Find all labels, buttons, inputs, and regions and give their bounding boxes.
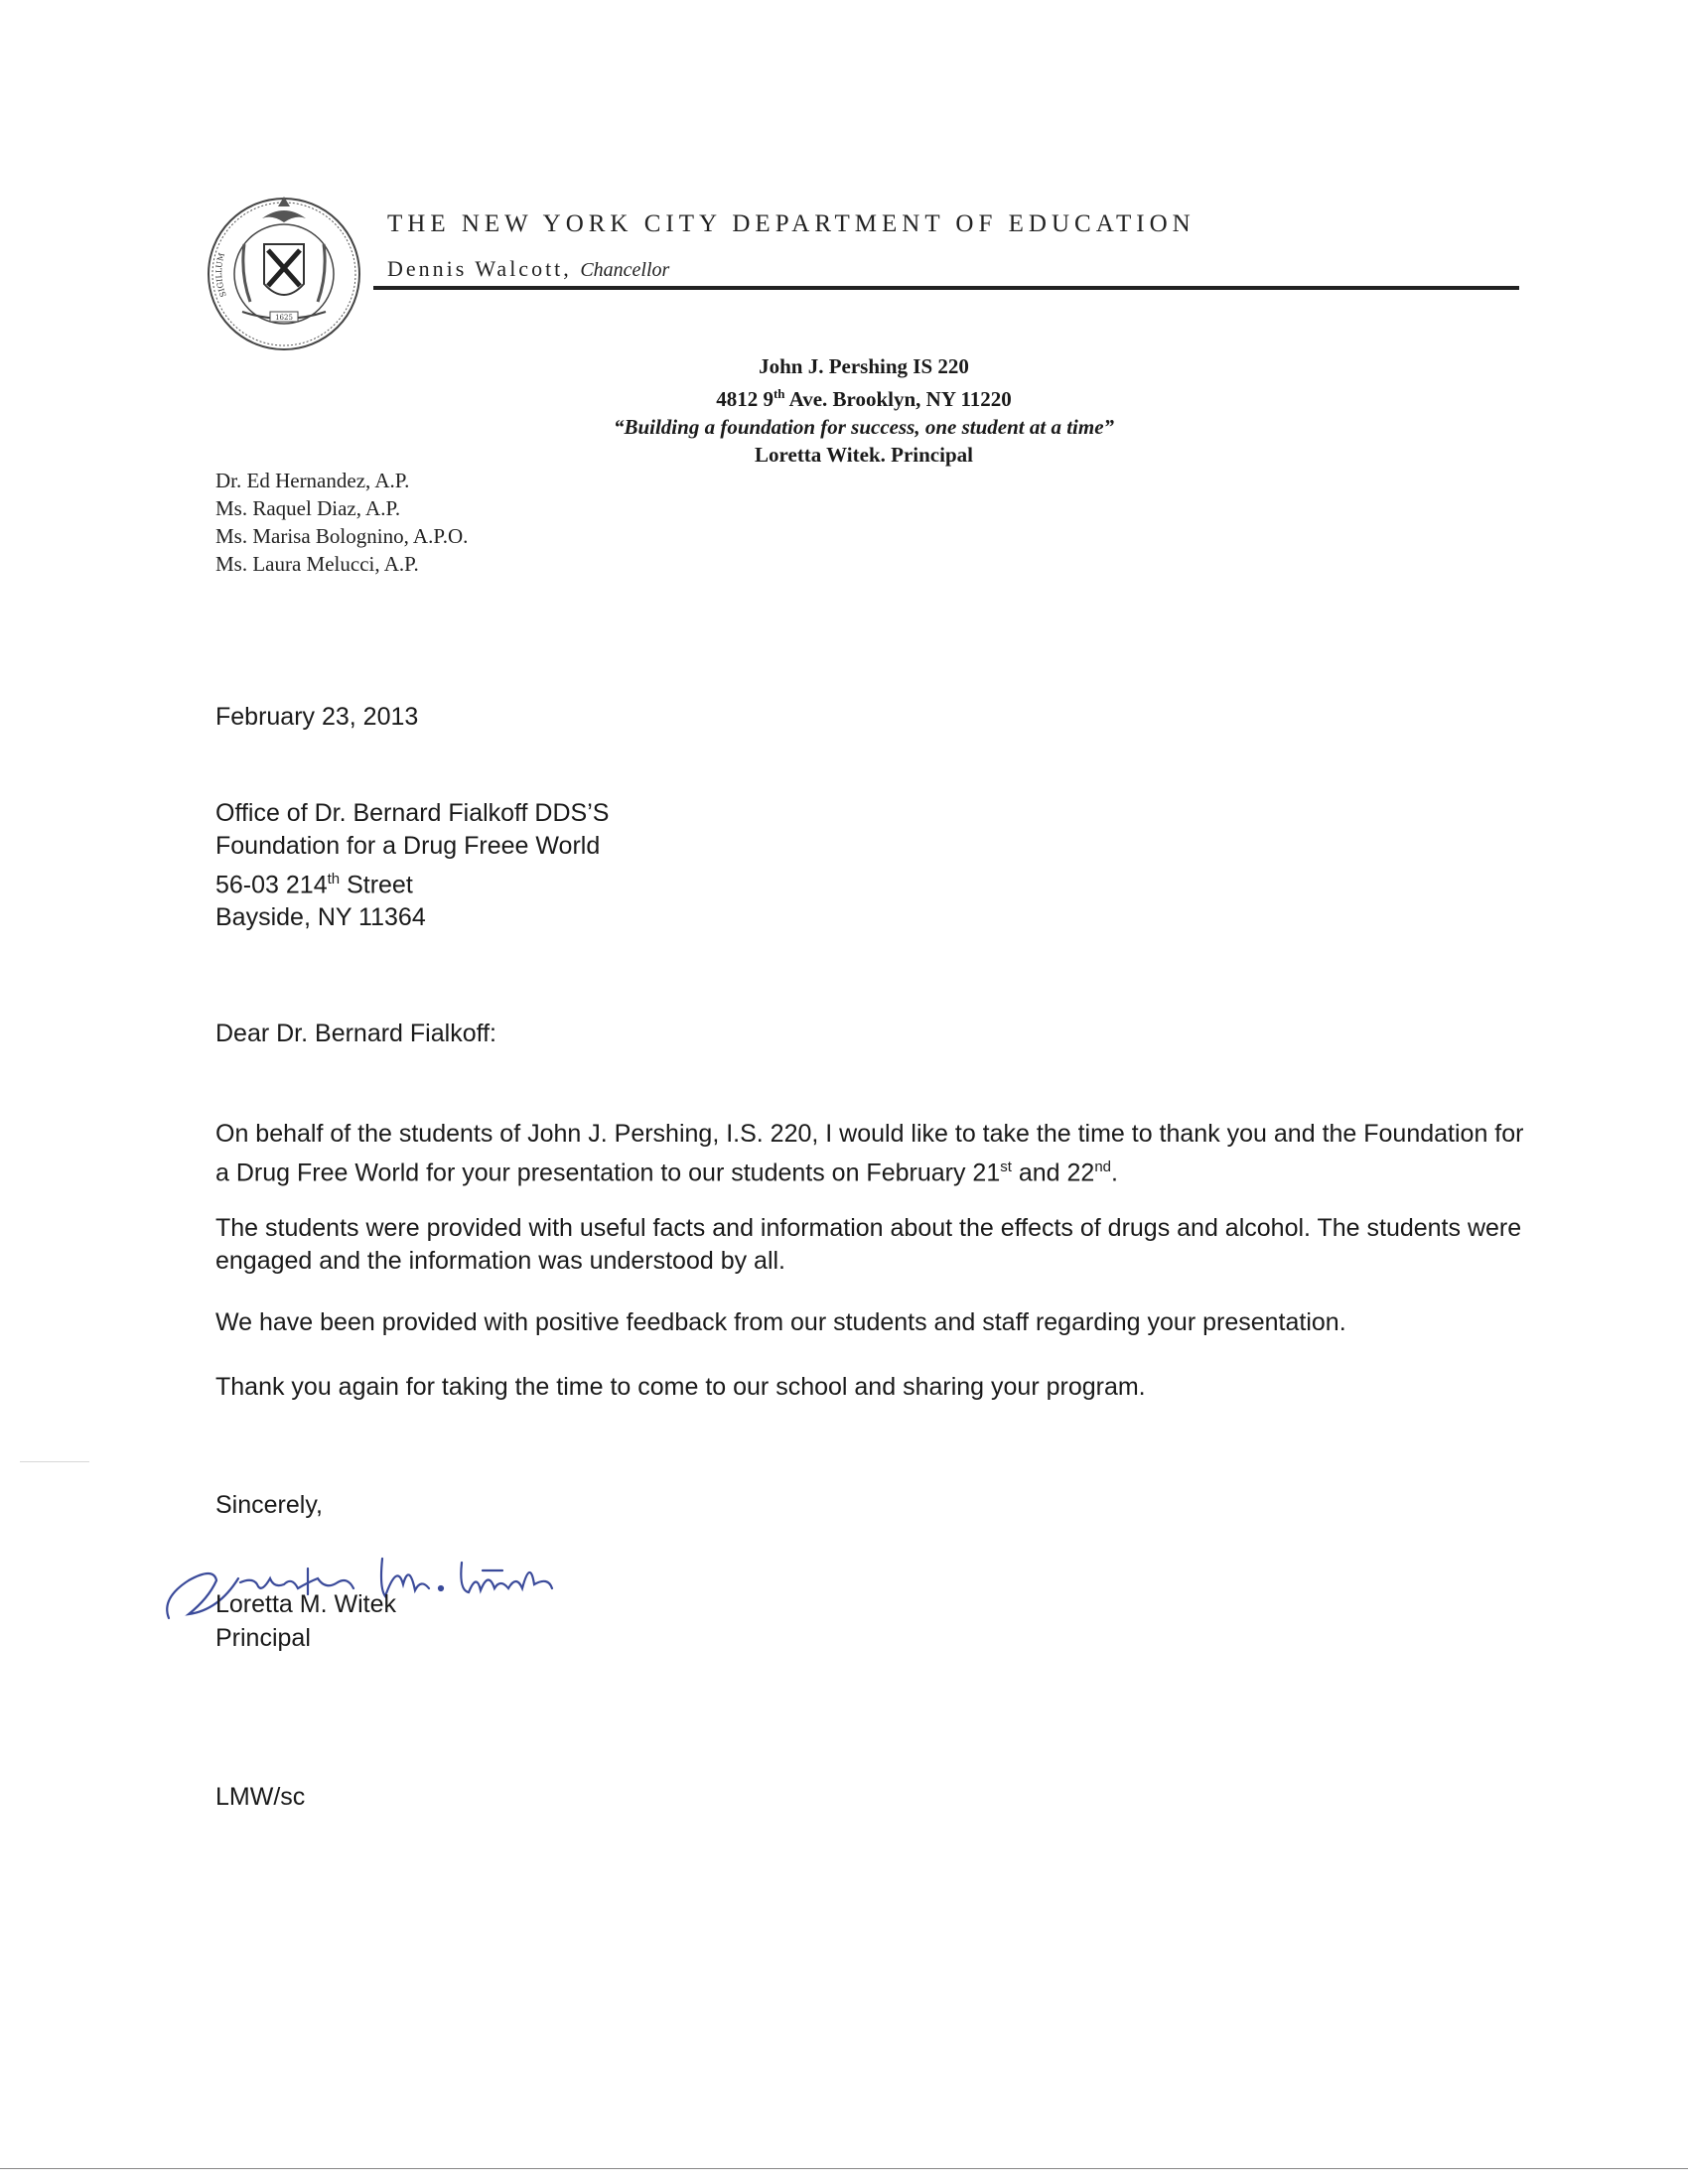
- recipient-line: Foundation for a Drug Freee World: [215, 832, 601, 860]
- recipient-line: 56-03 214th Street: [215, 871, 413, 899]
- staff-list: [215, 467, 468, 578]
- recipient-address: [215, 797, 609, 934]
- seal-text: SIGILLUM: [214, 251, 228, 299]
- department-title: THE NEW YORK CITY DEPARTMENT OF EDUCATION: [387, 210, 1196, 237]
- staff-item: Ms. Raquel Diaz, A.P.: [215, 496, 401, 520]
- nyc-seal-icon: [205, 185, 363, 358]
- signer-title: Principal: [215, 1624, 311, 1652]
- school-info: [496, 352, 1231, 469]
- scan-artifact: [0, 2168, 1688, 2169]
- chancellor-name: Dennis Walcott,: [387, 256, 581, 281]
- seal-year: 1625: [275, 314, 293, 322]
- paragraph-facts: The students were provided with useful facts and information about the effects of drugs and alcohol. The students were engaged and the information was understood by all.: [215, 1214, 1522, 1275]
- signer-name: Loretta M. Witek: [215, 1590, 396, 1618]
- school-name: John J. Pershing IS 220: [759, 354, 969, 378]
- closing: Sincerely,: [215, 1491, 323, 1519]
- paragraph-feedback: We have been provided with positive feedback from our students and staff regarding your presentation.: [215, 1308, 1346, 1336]
- scan-artifact: [20, 1461, 89, 1462]
- recipient-line: Bayside, NY 11364: [215, 903, 426, 932]
- typist-initials: LMW/sc: [215, 1783, 306, 1811]
- school-principal: Loretta Witek. Principal: [755, 443, 973, 467]
- letter-date: February 23, 2013: [215, 703, 419, 731]
- school-motto: “Building a foundation for success, one student at a time”: [613, 415, 1115, 439]
- staff-item: Ms. Laura Melucci, A.P.: [215, 552, 419, 576]
- school-address: 4812 9th Ave. Brooklyn, NY 11220: [716, 386, 1012, 411]
- recipient-line: Office of Dr. Bernard Fialkoff DDS’S: [215, 799, 610, 827]
- paragraph-closing-thanks: Thank you again for taking the time to come to our school and sharing your program.: [215, 1373, 1146, 1401]
- paragraph-thanks: On behalf of the students of John J. Pershing, I.S. 220, I would like to take the time to thank you and the Foundation for a Drug Free World for your presentation to our students on February 21st and 22nd.: [215, 1120, 1524, 1187]
- salutation: Dear Dr. Bernard Fialkoff:: [215, 1020, 496, 1047]
- staff-item: Dr. Ed Hernandez, A.P.: [215, 469, 410, 492]
- chancellor-role: Chancellor: [580, 259, 670, 281]
- staff-item: Ms. Marisa Bolognino, A.P.O.: [215, 524, 469, 548]
- letterhead-divider: [373, 286, 1519, 290]
- chancellor-line: [387, 256, 669, 282]
